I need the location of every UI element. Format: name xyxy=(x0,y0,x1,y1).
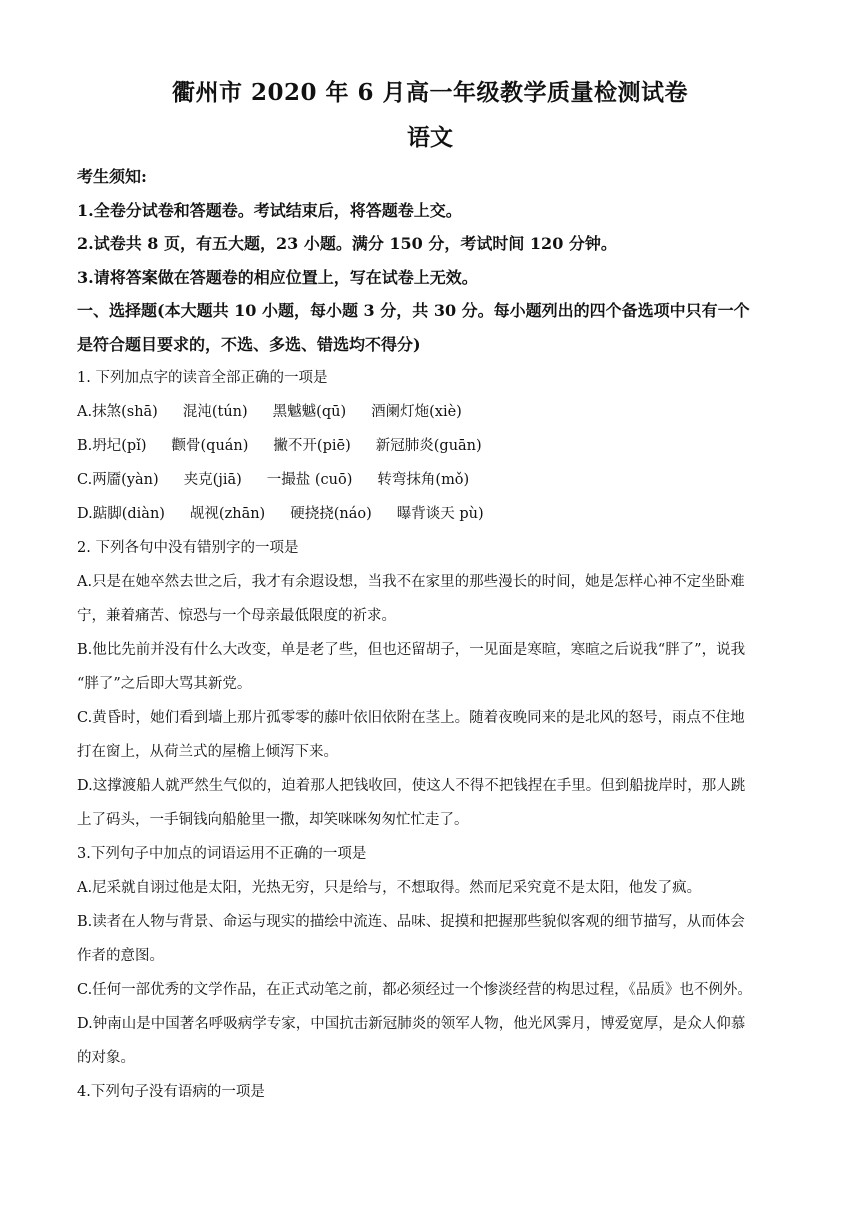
option-label: B. xyxy=(77,438,93,454)
option-item: 新冠肺炎(guān) xyxy=(375,438,482,454)
option-item: 酒阑灯炧(xiè) xyxy=(371,404,462,420)
question-3-option-a: A.尼采就自诩过他是太阳，光热无穷，只是给与，不想取得。然而尼采究竟不是太阳，他发了疯。 xyxy=(77,880,702,896)
option-item: 硬挠挠(náo) xyxy=(290,506,372,522)
question-3-option-b-cont: 作者的意图。 xyxy=(77,948,164,964)
question-2-stem: 2. 下列各句中没有错别字的一项是 xyxy=(77,540,299,556)
option-item: 撇不开(piē) xyxy=(273,438,351,454)
notice-item: 3.请将答案做在答题卷的相应位置上，写在试卷上无效。 xyxy=(77,267,478,287)
option-item: 曝背谈天 pù) xyxy=(396,506,484,522)
option-item: 颧骨(quán) xyxy=(171,438,249,454)
section-heading-cont: 是符合题目要求的，不选、多选、错选均不得分) xyxy=(77,334,421,354)
option-item: 抹煞(shā) xyxy=(92,404,158,420)
question-1-option-b xyxy=(77,429,785,463)
question-2-option-d: D.这撑渡船人就严然生气似的，迫着那人把钱收回，使这人不得不把钱捏在手里。但到船拢岸时，那人跳 xyxy=(77,778,746,794)
question-3-stem: 3.下列句子中加点的词语运用不正确的一项是 xyxy=(77,846,367,862)
question-2-option-a-cont: 宁，兼着痛苦、惊恐与一个母亲最低限度的祈求。 xyxy=(77,608,396,624)
subject-title: 语文 xyxy=(407,124,453,151)
question-2-option-c: C.黄昏时，她们看到墙上那片孤零零的藤叶依旧依附在茎上。随着夜晚同来的是北风的怒号，雨点不住地 xyxy=(77,710,745,726)
option-item: 黑魆魆(qū) xyxy=(272,404,347,420)
option-item: 混沌(tún) xyxy=(182,404,248,420)
question-1-option-d xyxy=(77,497,785,531)
option-label: D. xyxy=(77,506,93,522)
option-item: 踮脚(diàn) xyxy=(92,506,165,522)
question-2-option-b: B.他比先前并没有什么大改变，单是老了些，但也还留胡子，一见面是寒暄，寒暄之后说我“胖了”，说我 xyxy=(77,642,746,658)
option-label: C. xyxy=(77,472,93,488)
exam-title: 衢州市 2020 年 6 月高一年级教学质量检测试卷 xyxy=(171,79,689,106)
exam-body xyxy=(77,160,785,1109)
question-3-option-b: B.读者在人物与背景、命运与现实的描绘中流连、品味、捉摸和把握那些貌似客观的细节描写，从而体会 xyxy=(77,914,745,930)
option-item: 夹克(jiā) xyxy=(183,472,242,488)
question-2-option-b-cont: “胖了”之后即大骂其新党。 xyxy=(77,676,252,692)
question-3-option-d-cont: 的对象。 xyxy=(77,1050,135,1066)
question-3-option-c: C.任何一部优秀的文学作品，在正式动笔之前，都必须经过一个惨淡经营的构思过程，《品质》也不例外。 xyxy=(77,982,752,998)
option-label: A. xyxy=(77,404,93,420)
option-item: 两靥(yàn) xyxy=(92,472,159,488)
question-4-stem: 4.下列句子没有语病的一项是 xyxy=(77,1084,265,1100)
question-1-option-a xyxy=(77,395,785,429)
option-item: 转弯抹角(mǒ) xyxy=(377,472,470,488)
option-item: 觇视(zhān) xyxy=(189,506,266,522)
option-item: 坍圮(pǐ) xyxy=(92,438,147,454)
option-item: 一撮盐 (cuō) xyxy=(266,472,353,488)
notice-item: 2.试卷共 8 页，有五大题，23 小题。满分 150 分，考试时间 120 分钟。 xyxy=(77,234,617,253)
notice-item: 1.全卷分试卷和答题卷。考试结束后，将答题卷上交。 xyxy=(77,200,462,220)
question-2-option-c-cont: 打在窗上，从荷兰式的屋檐上倾泻下来。 xyxy=(77,744,338,760)
section-heading: 一、选择题(本大题共 10 小题，每小题 3 分，共 30 分。每小题列出的四个备选项中只有一个 xyxy=(77,301,750,320)
question-1-option-c xyxy=(77,463,785,497)
notice-heading: 考生须知: xyxy=(77,167,147,186)
question-2-option-d-cont: 上了码头，一手铜钱向船舱里一撒，却笑咪咪匆匆忙忙走了。 xyxy=(77,812,469,828)
question-2-option-a: A.只是在她卒然去世之后，我才有余遐设想，当我不在家里的那些漫长的时间，她是怎样心神不定坐卧难 xyxy=(77,574,745,590)
question-3-option-d: D.钟南山是中国著名呼吸病学专家，中国抗击新冠肺炎的领军人物，他光风霁月，博爱宽厚，是众人仰慕 xyxy=(77,1016,746,1032)
question-1-stem: 1. 下列加点字的读音全部正确的一项是 xyxy=(77,370,328,386)
